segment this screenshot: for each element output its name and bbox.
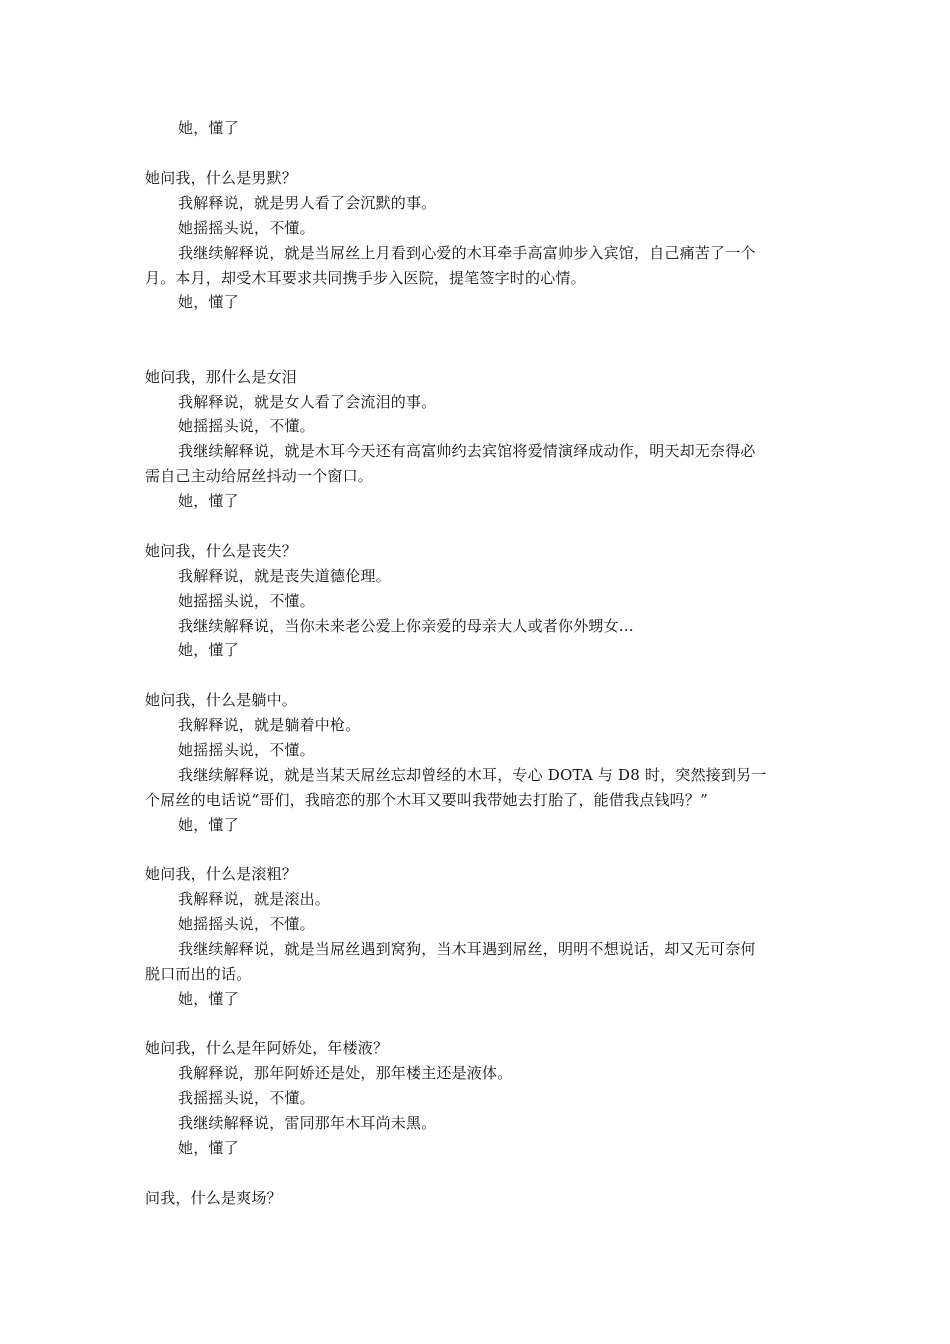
question-line: 她问我，什么是年阿娇处，年楼液？ — [145, 1039, 389, 1057]
text-line: 我解释说，就是女人看了会流泪的事。 — [178, 393, 437, 411]
question-line: 她问我，什么是躺中。 — [145, 691, 298, 709]
text-line: 她，懂了 — [178, 641, 239, 659]
text-line: 月。本月，却受木耳要求共同携手步入医院，提笔签字时的心情。 — [145, 269, 586, 287]
text-line: 她摇摇头说，不懂。 — [178, 417, 315, 435]
text-line: 我解释说，就是男人看了会沉默的事。 — [178, 194, 437, 212]
text-line: 我解释说，就是滚出。 — [178, 890, 331, 908]
text-line: 她摇摇头说，不懂。 — [178, 219, 315, 237]
text-line: 她，懂了 — [178, 816, 239, 834]
text-line: 我摇摇头说，不懂。 — [178, 1089, 315, 1107]
text-line: 需自己主动给屌丝抖动一个窗口。 — [145, 467, 374, 485]
text-line: 我解释说，那年阿娇还是处，那年楼主还是液体。 — [178, 1064, 513, 1082]
text-line: 她摇摇头说，不懂。 — [178, 592, 315, 610]
question-line: 问我，什么是爽场？ — [145, 1189, 282, 1207]
text-line: 我继续解释说，就是木耳今天还有高富帅约去宾馆将爱情演绎成动作，明天却无奈得必 — [178, 442, 756, 460]
text-line: 我继续解释说，就是当屌丝上月看到心爱的木耳牵手高富帅步入宾馆，自己痛苦了一个 — [178, 244, 756, 262]
text-line: 她摇摇头说，不懂。 — [178, 741, 315, 759]
text-line: 她，懂了 — [178, 1139, 239, 1157]
text-line: 我继续解释说，雷同那年木耳尚未黑。 — [178, 1114, 437, 1132]
text-line: 脱口而出的话。 — [145, 965, 252, 983]
question-line: 她问我，什么是男默？ — [145, 169, 298, 187]
question-line: 她问我，什么是滚粗？ — [145, 865, 298, 883]
text-line: 我解释说，就是丧失道德伦理。 — [178, 567, 391, 585]
text-line: 我继续解释说，就是当某天屌丝忘却曾经的木耳，专心 DOTA 与 D8 时，突然接到另一 — [178, 766, 767, 784]
question-line: 她问我，那什么是女泪 — [145, 368, 298, 386]
text-line: 她摇摇头说，不懂。 — [178, 915, 315, 933]
text-line: 她，懂了 — [178, 492, 239, 510]
text-line: 我解释说，就是躺着中枪。 — [178, 716, 361, 734]
text-line: 个屌丝的电话说“哥们，我暗恋的那个木耳又要叫我带她去打胎了，能借我点钱吗？” — [145, 791, 708, 809]
question-line: 她问我，什么是丧失？ — [145, 542, 298, 560]
text-line: 她，懂了 — [178, 990, 239, 1008]
text-line: 我继续解释说，当你未来老公爱上你亲爱的母亲大人或者你外甥女… — [178, 617, 635, 635]
text-line: 她，懂了 — [178, 293, 239, 311]
text-line: 我继续解释说，就是当屌丝遇到窝狗，当木耳遇到屌丝，明明不想说话，却又无可奈何 — [178, 940, 756, 958]
text-line: 她，懂了 — [178, 119, 239, 137]
